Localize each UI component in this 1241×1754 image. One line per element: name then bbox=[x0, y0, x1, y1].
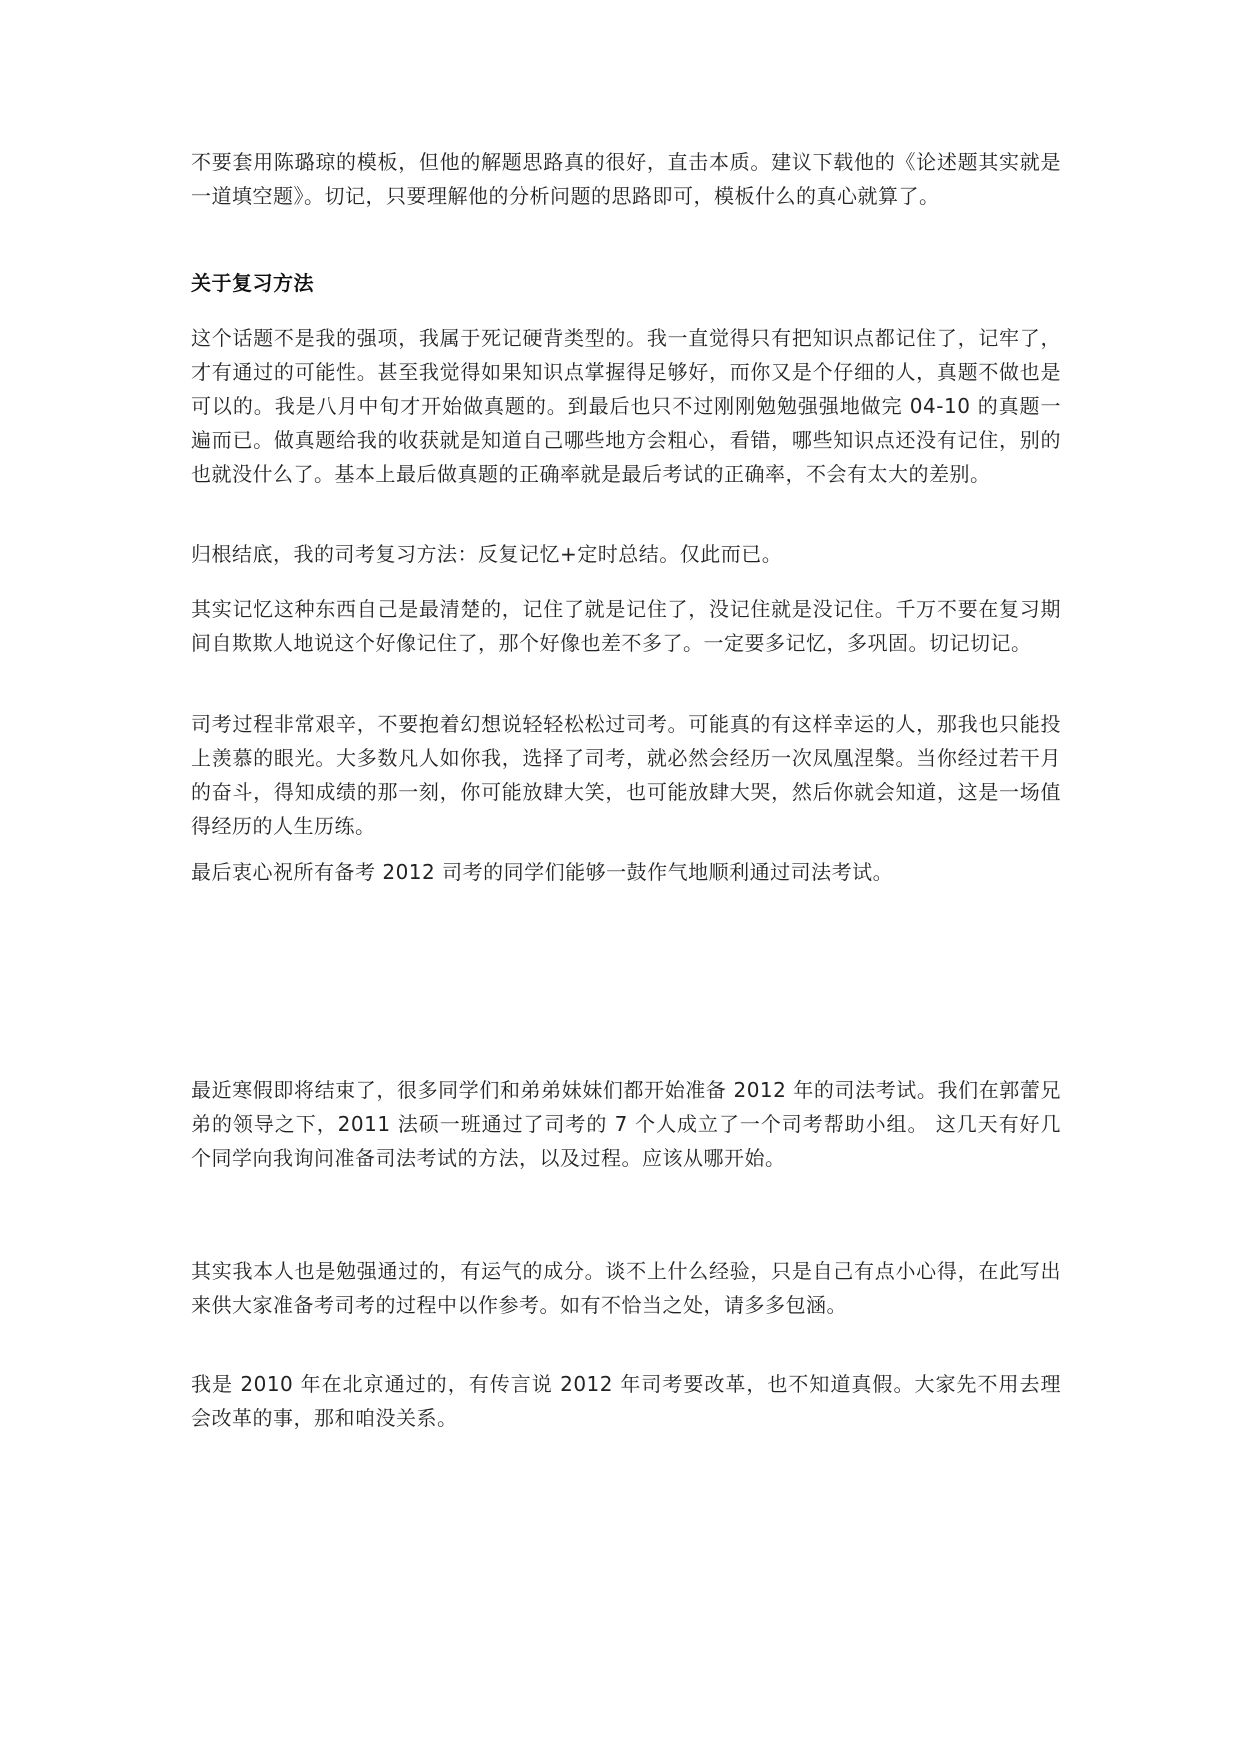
paragraph-text: 不要套用陈璐琼的模板，但他的解题思路真的很好，直击本质。建议下载他的《论述题其实就是一道填空题》。切记，只要理解他的分析问题的思路即可，模板什么的真心就算了。 bbox=[191, 150, 1061, 208]
paragraph-text: 其实记忆这种东西自己是最清楚的，记住了就是记住了，没记住就是没记住。千万不要在复习期间自欺欺人地说这个好像记住了，那个好像也差不多了。一定要多记忆，多巩固。切记切记。 bbox=[191, 597, 1061, 655]
paragraph-memory bbox=[191, 592, 1061, 660]
paragraph-luck bbox=[191, 1254, 1061, 1322]
paragraph-text: 这个话题不是我的强项，我属于死记硬背类型的。我一直觉得只有把知识点都记住了，记牢了，才有通过的可能性。甚至我觉得如果知识点掌握得足够好，而你又是个仔细的人，真题不做也是可以的。我是八月中旬才开始做真题的。到最后也只不过刚刚勉勉强强地做完 04-10 的真题一遍而已。做真题给我的收获就是知道自己哪些地方会粗心，看错，哪些知识点还没有记住，别的也就没什么了。基本上最后做真题的正确率就是最后考试的正确率，不会有太大的差别。 bbox=[191, 326, 1061, 486]
paragraph-summary bbox=[191, 537, 1061, 571]
document-page bbox=[191, 0, 1061, 1754]
paragraph-text: 最后衷心祝所有备考 2012 司考的同学们能够一鼓作气地顺利通过司法考试。 bbox=[191, 860, 894, 884]
section-heading: 关于复习方法 bbox=[191, 271, 314, 295]
section-heading-container bbox=[191, 266, 1061, 300]
paragraph-process bbox=[191, 707, 1061, 843]
paragraph-text: 最近寒假即将结束了，很多同学们和弟弟妹妹们都开始准备 2012 年的司法考试。我们在郭蕾兄弟的领导之下，2011 法硕一班通过了司考的 7 个人成立了一个司考帮助小组。 这几天有好几个同学向我询问准备司法考试的方法，以及过程。应该从哪开始。 bbox=[191, 1078, 1061, 1170]
paragraph-review-method bbox=[191, 321, 1061, 491]
paragraph-text: 司考过程非常艰辛，不要抱着幻想说轻轻松松过司考。可能真的有这样幸运的人，那我也只能投上羡慕的眼光。大多数凡人如你我，选择了司考，就必然会经历一次凤凰涅槃。当你经过若干月的奋斗，得知成绩的那一刻，你可能放肆大笑，也可能放肆大哭，然后你就会知道，这是一场值得经历的人生历练。 bbox=[191, 712, 1061, 838]
paragraph-year bbox=[191, 1367, 1061, 1435]
paragraph-template-advice bbox=[191, 145, 1061, 213]
paragraph-text: 我是 2010 年在北京通过的，有传言说 2012 年司考要改革，也不知道真假。大家先不用去理会改革的事，那和咱没关系。 bbox=[191, 1372, 1061, 1430]
paragraph-text: 其实我本人也是勉强通过的，有运气的成分。谈不上什么经验，只是自己有点小心得，在此写出来供大家准备考司考的过程中以作参考。如有不恰当之处，请多多包涵。 bbox=[191, 1259, 1061, 1317]
paragraph-text: 归根结底，我的司考复习方法：反复记忆+定时总结。仅此而已。 bbox=[191, 542, 783, 566]
paragraph-wish bbox=[191, 855, 1061, 889]
paragraph-intro bbox=[191, 1073, 1061, 1175]
